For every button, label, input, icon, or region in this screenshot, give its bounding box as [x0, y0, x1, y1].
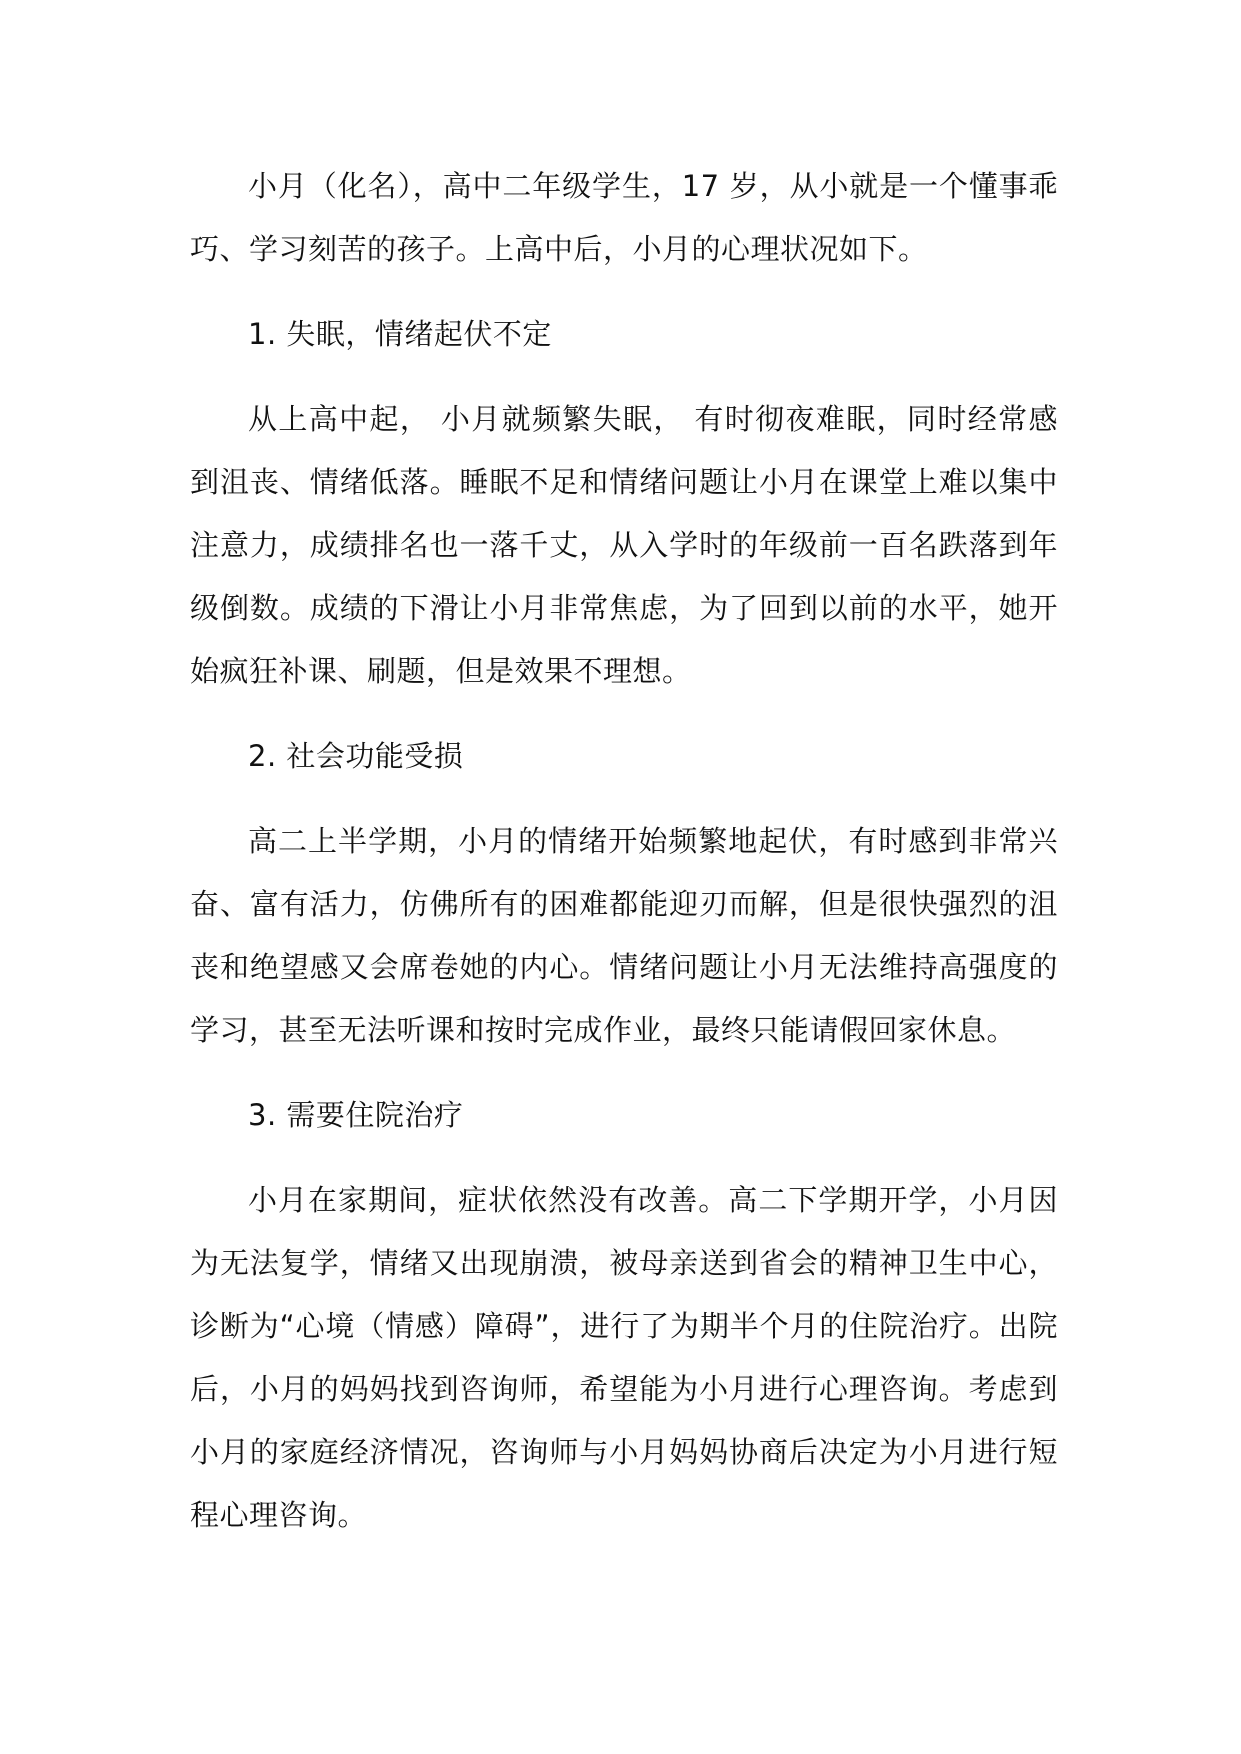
paragraph-insomnia: 从上高中起， 小月就频繁失眠， 有时彻夜难眠，同时经常感到沮丧、情绪低落。睡眠不足和情绪问题让小月在课堂上难以集中注意力，成绩排名也一落千丈，从入学时的年级前一百名跌落到年级倒数。成绩的下滑让小月非常焦虑，为了回到以前的水平，她开始疯狂补课、刷题，但是效果不理想。 [190, 402, 1058, 688]
paragraph-gap [190, 366, 1058, 388]
document-body [190, 155, 1058, 1547]
paragraph-gap [190, 1147, 1058, 1169]
section-heading-3: 3. 需要住院治疗 [248, 1098, 464, 1132]
paragraph-hospitalization: 小月在家期间，症状依然没有改善。高二下学期开学，小月因为无法复学，情绪又出现崩溃，被母亲送到省会的精神卫生中心，诊断为“心境（情感）障碍”，进行了为期半个月的住院治疗。出院后，小月的妈妈找到咨询师，希望能为小月进行心理咨询。考虑到小月的家庭经济情况，咨询师与小月妈妈协商后决定为小月进行短程心理咨询。 [190, 1183, 1058, 1532]
paragraph-gap [190, 1062, 1058, 1084]
paragraph-gap [190, 788, 1058, 810]
paragraph-intro: 小月（化名），高中二年级学生，17 岁，从小就是一个懂事乖巧、学习刻苦的孩子。上高中后，小月的心理状况如下。 [190, 169, 1058, 266]
paragraph-social-function: 高二上半学期，小月的情绪开始频繁地起伏，有时感到非常兴奋、富有活力，仿佛所有的困难都能迎刃而解，但是很快强烈的沮丧和绝望感又会席卷她的内心。情绪问题让小月无法维持高强度的学习，甚至无法听课和按时完成作业，最终只能请假回家休息。 [190, 824, 1058, 1047]
section-heading-2: 2. 社会功能受损 [248, 739, 464, 773]
paragraph-gap [190, 281, 1058, 303]
section-heading-1: 1. 失眠，情绪起伏不定 [248, 317, 552, 351]
paragraph-gap [190, 703, 1058, 725]
